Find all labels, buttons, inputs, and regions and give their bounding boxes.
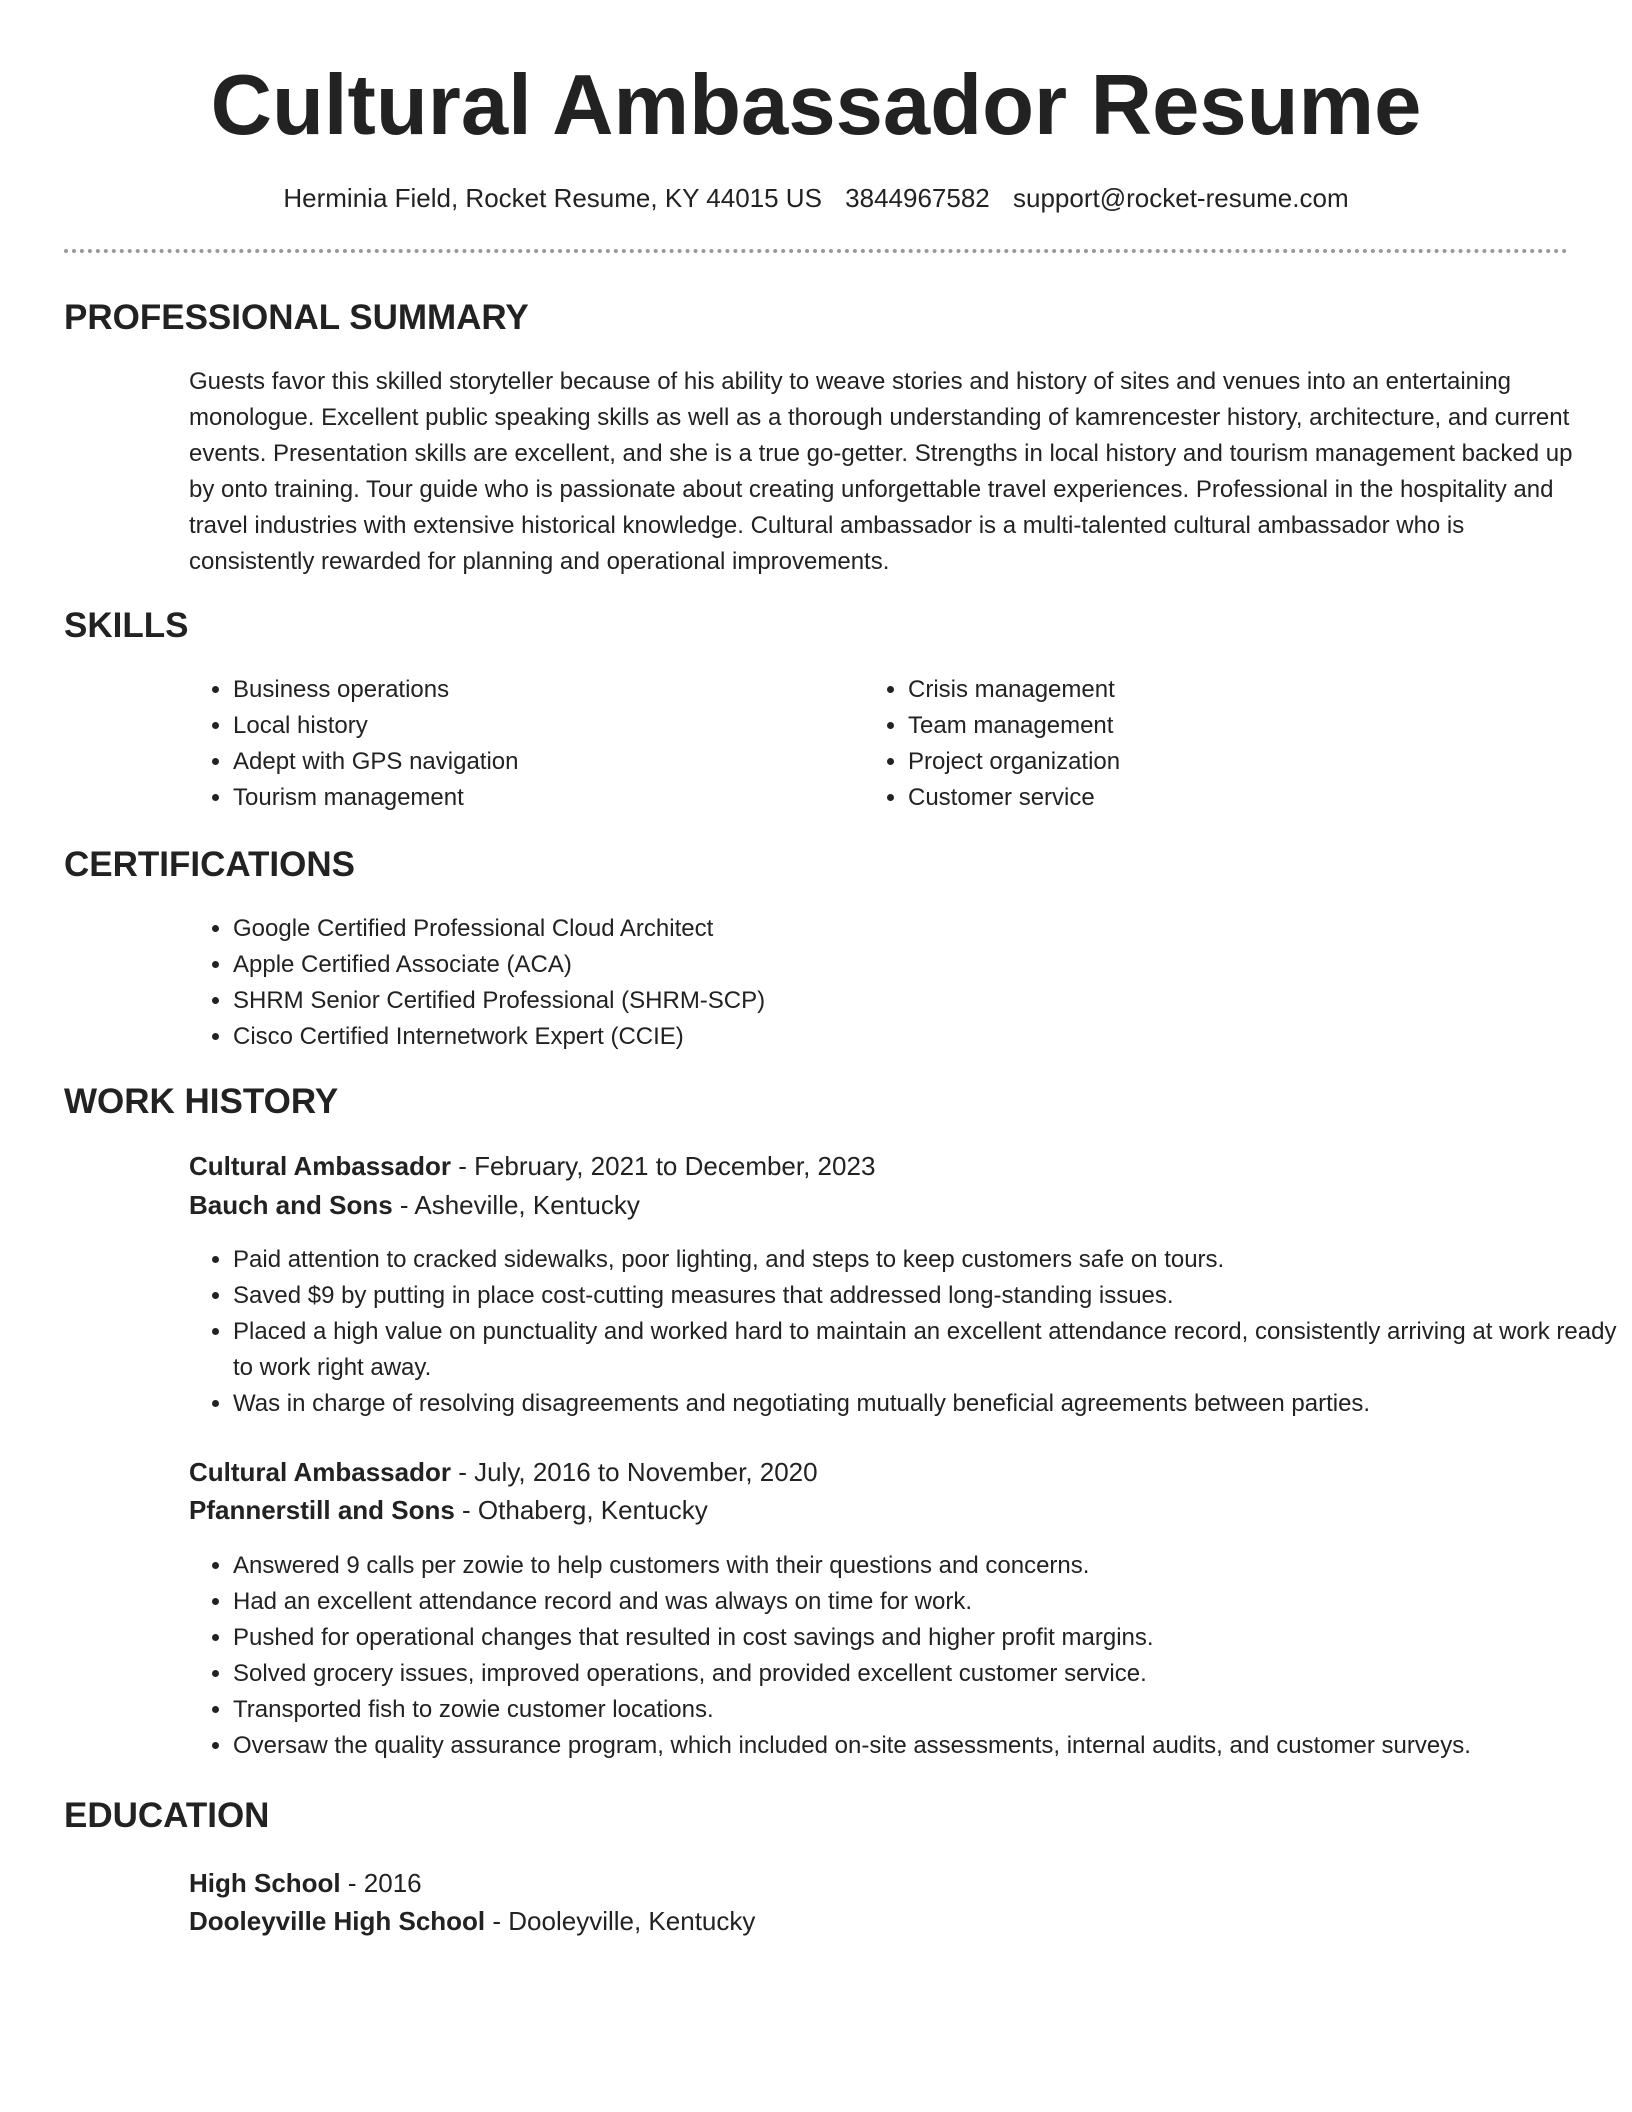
certification-item: • Cisco Certified Internetwork Expert (CCIE) [233,1019,1533,1055]
skill-item: • Customer service [908,780,1508,816]
work-history-heading: WORK HISTORY [64,1082,339,1121]
summary-text: Guests favor this skilled storyteller because of his ability to weave stories and history of sites and venues into an entertaining monologue. Excellent public speaking skills as well as a thorough understanding of kamrencester history, architecture, and current events. Presentation skills are excellent, and she is a true go-getter. Strengths in local history and tourism management backed up by onto training. Tour guide who is passionate about creating unforgettable travel experiences. Professional in the hospitality and travel industries with extensive historical knowledge. Cultural ambassador is a multi-talented cultural ambassador who is consistently rewarded for planning and operational improvements. [189,368,1573,575]
education-heading: EDUCATION [64,1796,270,1835]
job-bullet: • Saved $9 by putting in place cost-cutting measures that addressed long-standing issues. [233,1278,1617,1314]
job-location: - Othaberg, Kentucky [454,1495,708,1525]
certifications-heading: CERTIFICATIONS [64,845,356,884]
education-year: - 2016 [340,1868,422,1898]
job-bullet: • Answered 9 calls per zowie to help customers with their questions and concerns. [233,1548,1617,1584]
job-company-line [189,1186,640,1224]
job-bullet: • Paid attention to cracked sidewalks, poor lighting, and steps to keep customers safe on tours. [233,1242,1617,1278]
job-bullet: • Oversaw the quality assurance program, which included on-site assessments, internal audits, and customer surveys. [233,1728,1617,1764]
job-bullet: • Was in charge of resolving disagreements and negotiating mutually beneficial agreements between parties. [233,1386,1617,1422]
job-bullets [189,1548,1617,1764]
job-bullet: • Placed a high value on punctuality and worked hard to maintain an excellent attendance record, consistently arriving at work ready to work right away. [233,1314,1617,1386]
skill-item: • Team management [908,708,1508,744]
job-bullet: • Transported fish to zowie customer locations. [233,1692,1617,1728]
skill-item: • Business operations [233,672,833,708]
certifications-list [189,911,1533,1055]
skills-list-right [864,672,1508,816]
skills-heading: SKILLS [64,606,189,645]
skill-item: • Adept with GPS navigation [233,744,833,780]
contact-address: Herminia Field, Rocket Resume, KY 44015 US [283,183,822,213]
education-degree: High School [189,1868,341,1898]
contact-phone: 3844967582 [845,183,990,213]
job-bullet: • Had an excellent attendance record and was always on time for work. [233,1584,1617,1620]
certification-item: • SHRM Senior Certified Professional (SHRM-SCP) [233,983,1533,1019]
job-title: Cultural Ambassador [189,1151,451,1181]
skill-item: • Project organization [908,744,1508,780]
job-dates: - July, 2016 to November, 2020 [450,1457,818,1487]
skill-item: • Local history [233,708,833,744]
job-location: - Asheville, Kentucky [392,1190,640,1220]
job-bullet: • Solved grocery issues, improved operations, and provided excellent customer service. [233,1656,1617,1692]
education-school-line [189,1902,755,1940]
job-company: Pfannerstill and Sons [189,1495,455,1525]
skills-list-left [189,672,833,816]
job-title: Cultural Ambassador [189,1457,451,1487]
contact-email: support@rocket-resume.com [1013,183,1349,213]
contact-line [0,180,1632,216]
summary-heading: PROFESSIONAL SUMMARY [64,298,529,337]
job-title-line [189,1147,875,1185]
page-title: Cultural Ambassador Resume [210,58,1422,153]
job-company: Bauch and Sons [189,1190,393,1220]
job-dates: - February, 2021 to December, 2023 [450,1151,876,1181]
skill-item: • Tourism management [233,780,833,816]
certification-item: • Google Certified Professional Cloud Architect [233,911,1533,947]
education-degree-line [189,1864,422,1902]
job-company-line [189,1491,708,1529]
job-title-line [189,1453,818,1491]
header-divider [64,249,1568,253]
education-location: - Dooleyville, Kentucky [485,1906,756,1936]
job-bullet: • Pushed for operational changes that resulted in cost savings and higher profit margins. [233,1620,1617,1656]
certification-item: • Apple Certified Associate (ACA) [233,947,1533,983]
skill-item: • Crisis management [908,672,1508,708]
job-bullets [189,1242,1617,1422]
education-school: Dooleyville High School [189,1906,486,1936]
